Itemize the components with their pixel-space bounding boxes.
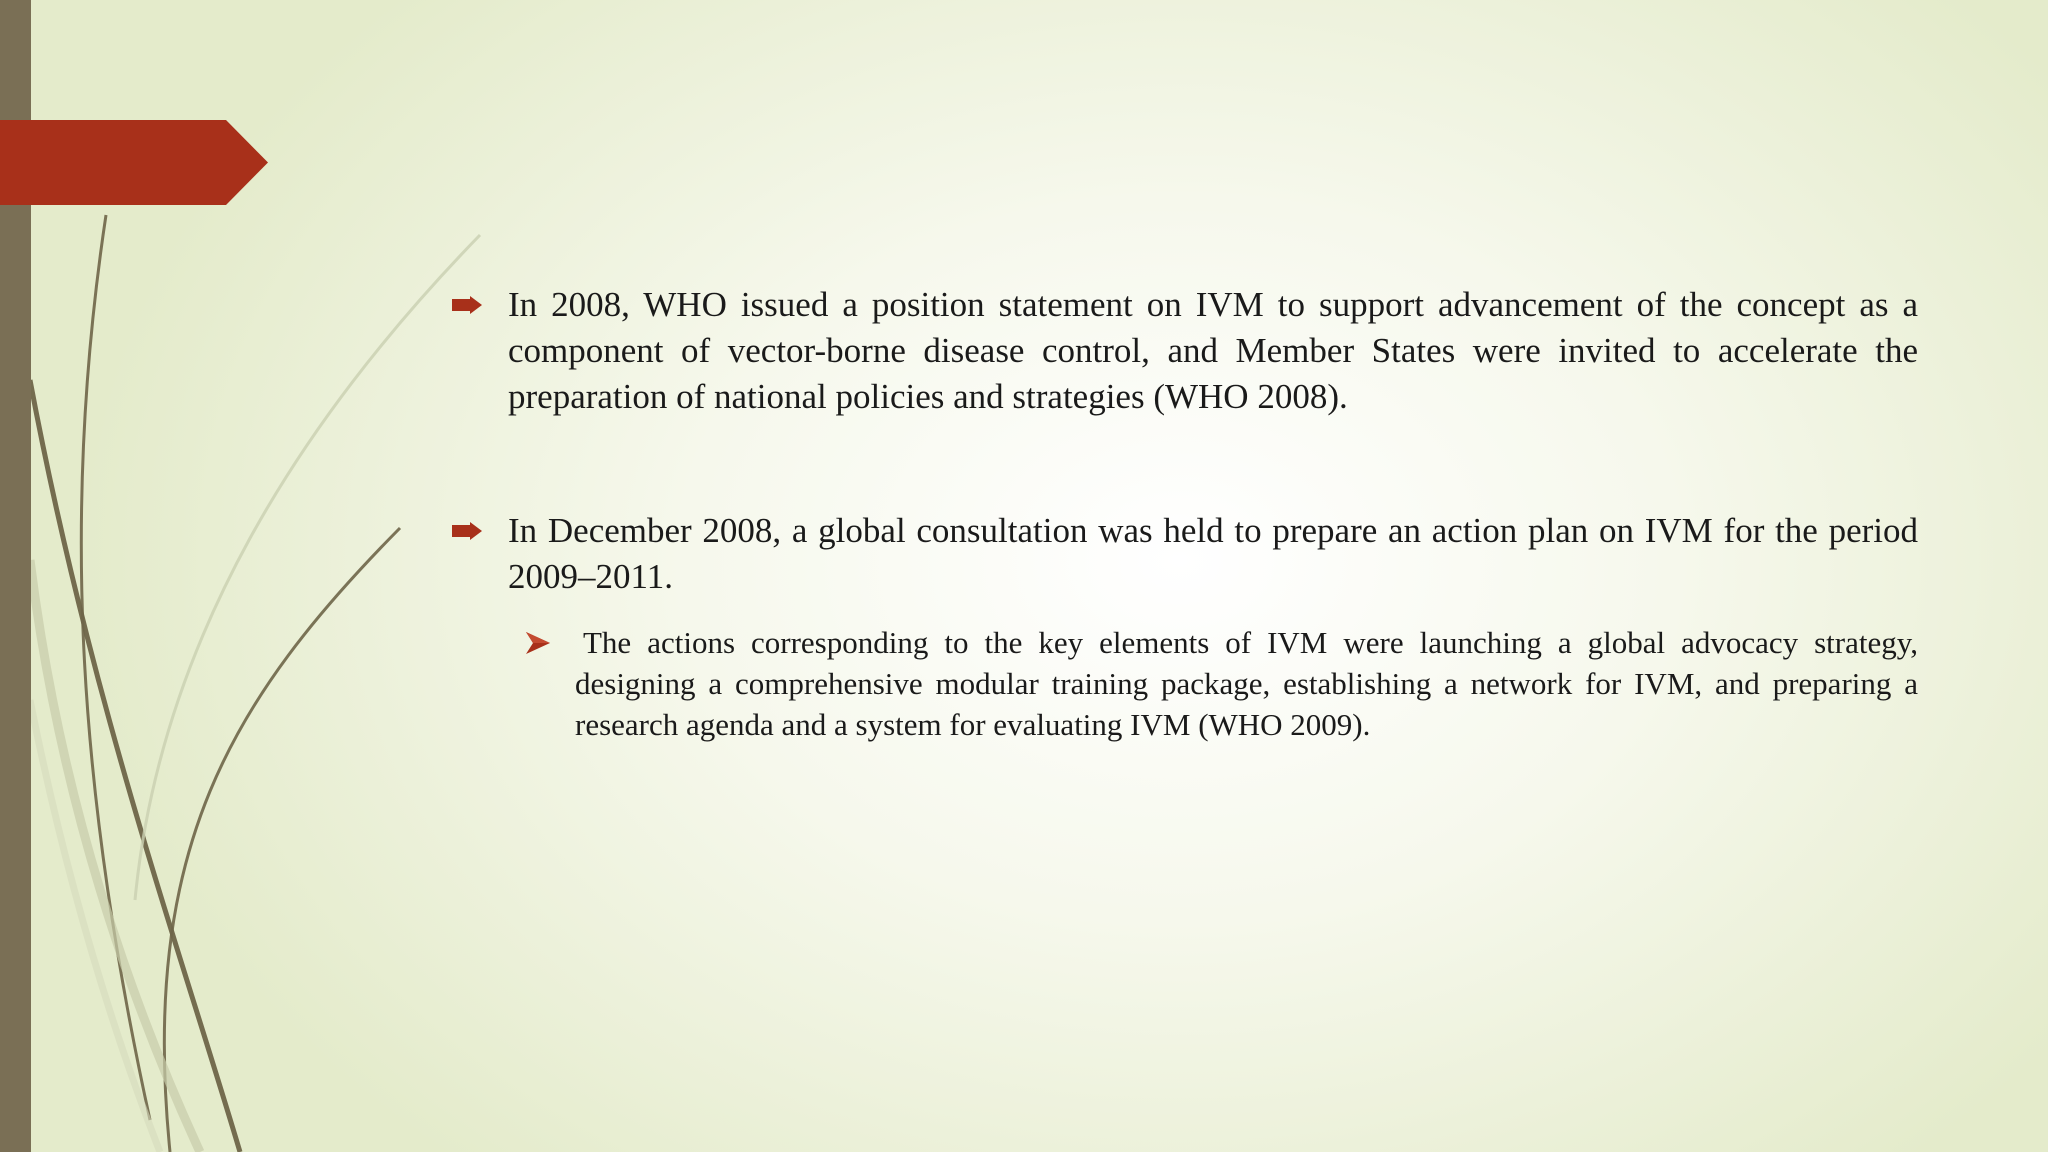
chevron-arrow-icon	[526, 632, 550, 654]
sub-bullet-text-1: The actions corresponding to the key elements of IVM were launching a global advocacy strategy, designing a comprehensive modular training package, establishing a network for IVM, and preparing a research agenda and a system for evaluating IVM (WHO 2009).	[575, 625, 1918, 742]
title-tab-arrow	[0, 120, 268, 205]
sub-bullet-item-1	[575, 622, 1918, 745]
arrow-bullet-icon	[452, 296, 482, 314]
bullet-text-1: In 2008, WHO issued a position statement on IVM to support advancement of the concept as a component of vector-borne disease control, and Member States were invited to accelerate the preparation of national policies and strategies (WHO 2008).	[508, 285, 1918, 416]
slide-content	[448, 282, 1918, 745]
bullet-text-2: In December 2008, a global consultation was held to prepare an action plan on IVM for the period 2009–2011.	[508, 511, 1918, 596]
arrow-bullet-icon	[452, 522, 482, 540]
bullet-item-2	[448, 508, 1918, 600]
bullet-item-1	[448, 282, 1918, 420]
